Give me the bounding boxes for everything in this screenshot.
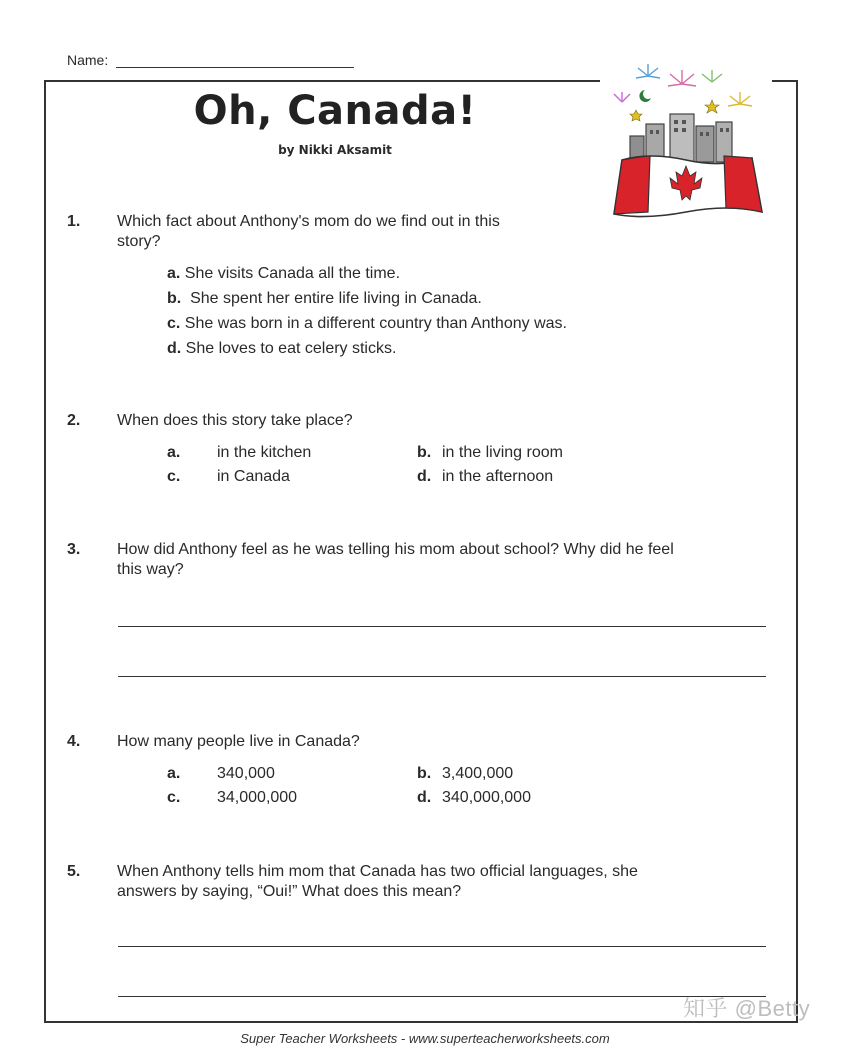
question-1-option-c[interactable] (167, 314, 567, 334)
answer-line[interactable] (118, 626, 766, 627)
canada-flag-clipart (600, 62, 772, 234)
option-letter: a. (167, 265, 181, 282)
question-5-text-line-1: When Anthony tells him mom that Canada has two official languages, she (117, 863, 638, 880)
worksheet-title: Oh, Canada! (193, 88, 477, 134)
question-4-text: How many people live in Canada? (117, 733, 360, 750)
option-letter: a. (167, 444, 181, 461)
option-letter: c. (167, 468, 181, 485)
option-letter: c. (167, 315, 181, 332)
worksheet-byline: by Nikki Aksamit (278, 143, 392, 157)
question-1 (67, 212, 767, 252)
question-2-option-b[interactable] (417, 443, 563, 463)
question-4-option-b[interactable] (417, 764, 513, 784)
question-2-option-a[interactable] (167, 443, 311, 463)
question-4-option-c[interactable] (167, 788, 297, 808)
question-2-option-c[interactable] (167, 467, 290, 487)
question-1-option-d[interactable] (167, 339, 396, 359)
option-letter: d. (417, 789, 432, 806)
option-text: She loves to eat celery sticks. (185, 340, 397, 357)
question-1-number: 1. (67, 213, 81, 230)
question-4-option-a[interactable] (167, 764, 275, 784)
question-5-number: 5. (67, 863, 81, 880)
question-3-text-line-1: How did Anthony feel as he was telling his mom about school? Why did he feel (117, 541, 674, 558)
question-3-number: 3. (67, 541, 81, 558)
option-text: 340,000,000 (442, 789, 531, 806)
question-5-text-line-2: answers by saying, “Oui!” What does this mean? (117, 883, 462, 900)
name-row (67, 52, 354, 68)
question-5 (67, 862, 777, 902)
name-label: Name: (67, 52, 109, 68)
question-4-option-d[interactable] (417, 788, 531, 808)
question-1-option-a[interactable] (167, 264, 400, 284)
option-text: in the living room (442, 444, 563, 461)
option-text: She visits Canada all the time. (184, 265, 401, 282)
option-text: 34,000,000 (217, 789, 298, 806)
option-letter: d. (167, 340, 182, 357)
option-text: 3,400,000 (442, 765, 514, 782)
answer-line[interactable] (118, 946, 766, 947)
option-letter: b. (417, 765, 432, 782)
question-2-number: 2. (67, 412, 81, 429)
option-text: in the afternoon (442, 468, 554, 485)
question-3-text-line-2: this way? (117, 561, 184, 578)
answer-line[interactable] (118, 996, 766, 997)
option-letter: d. (417, 468, 432, 485)
option-letter: b. (417, 444, 432, 461)
name-blank-line[interactable] (116, 53, 354, 68)
question-1-text-line-1: Which fact about Anthony's mom do we find out in this (117, 213, 500, 230)
option-text: in the kitchen (217, 444, 312, 461)
question-1-option-b[interactable] (167, 289, 482, 309)
answer-line[interactable] (118, 676, 766, 677)
question-2-option-d[interactable] (417, 467, 553, 487)
question-4-number: 4. (67, 733, 81, 750)
question-2-text: When does this story take place? (117, 412, 353, 429)
watermark: 知乎 @Betty (683, 996, 811, 1021)
option-letter: b. (167, 290, 182, 307)
option-text: in Canada (217, 468, 290, 485)
question-2 (67, 411, 767, 431)
question-1-text-line-2: story? (117, 233, 161, 250)
option-text: She spent her entire life living in Canada. (190, 290, 482, 307)
option-letter: a. (167, 765, 181, 782)
option-text: 340,000 (217, 765, 275, 782)
footer-credit: Super Teacher Worksheets - www.superteacherworksheets.com (240, 1031, 610, 1046)
question-4 (67, 732, 767, 752)
question-3 (67, 540, 777, 580)
option-letter: c. (167, 789, 181, 806)
option-text: She was born in a different country than Anthony was. (184, 315, 567, 332)
